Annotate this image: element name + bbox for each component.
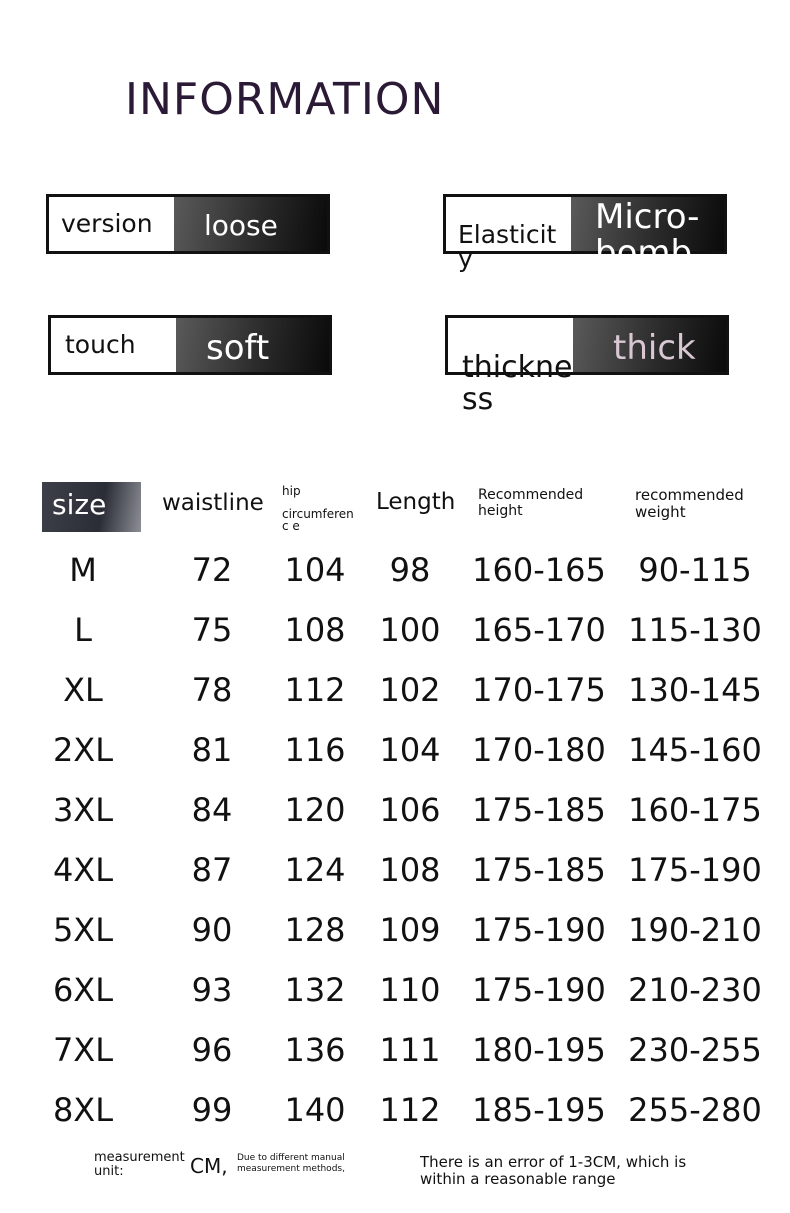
weight-cell: 210-230 (628, 971, 762, 1009)
length-cell: 100 (379, 611, 441, 649)
size-cell: 6XL (52, 971, 114, 1009)
footer-unit-value: CM, (190, 1154, 228, 1178)
height-column-header-line1: Recommended (478, 487, 584, 503)
hip-cell: 124 (284, 851, 346, 889)
attribute-version (46, 194, 330, 254)
size-cell: 4XL (52, 851, 114, 889)
attribute-thickness (445, 315, 729, 417)
waistline-cell: 81 (191, 731, 233, 769)
height-cell: 160-165 (472, 551, 606, 589)
length-cell: 104 (379, 731, 441, 769)
hip-cell: 116 (284, 731, 346, 769)
footer-error-note-2: within a reasonable range (420, 1170, 616, 1188)
weight-cell: 255-280 (628, 1091, 762, 1129)
hip-cell: 128 (284, 911, 346, 949)
attribute-value: soft (176, 318, 329, 372)
attribute-label: touch (51, 318, 176, 372)
size-cell: 5XL (52, 911, 114, 949)
length-cell: 111 (379, 1031, 441, 1069)
attribute-touch (48, 315, 332, 375)
length-cell: 102 (379, 671, 441, 709)
height-cell: 175-185 (472, 851, 606, 889)
weight-cell: 145-160 (628, 731, 762, 769)
height-cell: 170-175 (472, 671, 606, 709)
length-cell: 112 (379, 1091, 441, 1129)
hip-cell: 104 (284, 551, 346, 589)
weight-cell: 115-130 (628, 611, 762, 649)
weight-cell: 90-115 (638, 551, 752, 589)
waistline-cell: 72 (191, 551, 233, 589)
waistline-cell: 87 (191, 851, 233, 889)
size-cell: XL (63, 671, 103, 709)
length-cell: 106 (379, 791, 441, 829)
weight-column-header-line2: weight (635, 503, 686, 521)
hip-column-header-line2: circumferenc e (282, 507, 354, 533)
height-cell: 175-185 (472, 791, 606, 829)
hip-cell: 132 (284, 971, 346, 1009)
weight-cell: 190-210 (628, 911, 762, 949)
hip-cell: 112 (284, 671, 346, 709)
attribute-label: version (49, 197, 174, 251)
size-column-header: size (42, 482, 141, 532)
length-cell: 108 (379, 851, 441, 889)
weight-cell: 130-145 (628, 671, 762, 709)
length-cell: 110 (379, 971, 441, 1009)
weight-cell: 160-175 (628, 791, 762, 829)
attribute-elasticity (443, 194, 727, 273)
attribute-value: Micro-bomb (571, 197, 724, 251)
attribute-value: loose (174, 197, 327, 251)
height-cell: 170-180 (472, 731, 606, 769)
page-title: INFORMATION (125, 74, 445, 125)
length-cell: 109 (379, 911, 441, 949)
length-cell: 98 (389, 551, 431, 589)
hip-cell: 108 (284, 611, 346, 649)
size-cell: M (69, 551, 97, 589)
height-cell: 185-195 (472, 1091, 606, 1129)
size-cell: 3XL (52, 791, 114, 829)
size-cell: 8XL (52, 1091, 114, 1129)
footer-unit-label-2: unit: (94, 1164, 124, 1179)
attribute-label: thickne ss (448, 318, 573, 372)
hip-cell: 136 (284, 1031, 346, 1069)
hip-cell: 140 (284, 1091, 346, 1129)
waistline-cell: 99 (191, 1091, 233, 1129)
footer-error-note-1: There is an error of 1-3CM, which is (420, 1153, 687, 1171)
weight-column-header-line1: recommended (635, 486, 744, 504)
hip-cell: 120 (284, 791, 346, 829)
waistline-cell: 90 (191, 911, 233, 949)
height-cell: 175-190 (472, 911, 606, 949)
size-cell: L (74, 611, 92, 649)
footer-unit-label-1: measurement (94, 1150, 185, 1165)
weight-cell: 230-255 (628, 1031, 762, 1069)
waistline-cell: 84 (191, 791, 233, 829)
attribute-label: Elasticit y (446, 197, 571, 251)
height-cell: 175-190 (472, 971, 606, 1009)
weight-cell: 175-190 (628, 851, 762, 889)
height-cell: 180-195 (472, 1031, 606, 1069)
waistline-cell: 75 (191, 611, 233, 649)
length-column-header: Length (376, 489, 456, 515)
size-cell: 7XL (52, 1031, 114, 1069)
height-cell: 165-170 (472, 611, 606, 649)
height-column-header-line2: height (478, 503, 523, 519)
hip-column-header-line1: hip (282, 484, 301, 498)
size-cell: 2XL (52, 731, 114, 769)
waistline-column-header: waistline (162, 490, 264, 516)
waistline-cell: 78 (191, 671, 233, 709)
footer-manual-note-1: Due to different manual (237, 1153, 345, 1163)
waistline-cell: 96 (191, 1031, 233, 1069)
attribute-value: thick (573, 318, 726, 372)
waistline-cell: 93 (191, 971, 233, 1009)
footer-manual-note-2: measurement methods, (237, 1164, 345, 1174)
